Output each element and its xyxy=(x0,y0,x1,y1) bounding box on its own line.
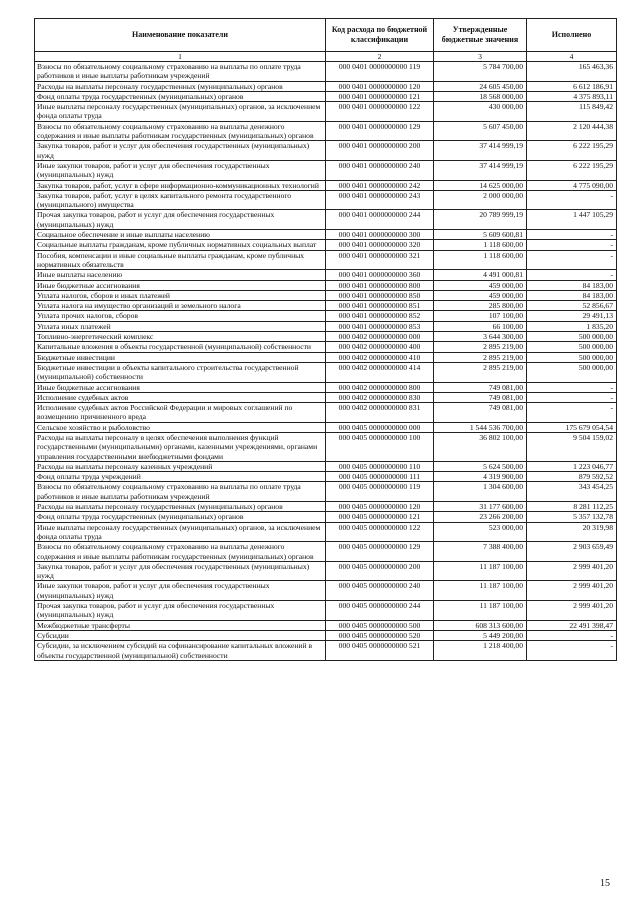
row-name: Расходы на выплаты персоналу государственных (муниципальных) органов xyxy=(35,81,326,91)
table-row xyxy=(35,250,617,270)
table-row xyxy=(35,332,617,342)
row-executed: 2 999 401,20 xyxy=(527,561,617,581)
row-executed: 2 999 401,20 xyxy=(527,601,617,621)
row-executed: - xyxy=(527,250,617,270)
header-name: Наименование показатели xyxy=(35,19,326,52)
row-code: 000 0405 0000000000 200 xyxy=(326,561,434,581)
row-code: 000 0401 0000000000 851 xyxy=(326,301,434,311)
row-name: Прочая закупка товаров, работ и услуг для обеспечения государственных (муниципальных) нужд xyxy=(35,601,326,621)
row-executed: - xyxy=(527,230,617,240)
row-executed: 29 491,13 xyxy=(527,311,617,321)
row-approved: 5 607 450,00 xyxy=(434,121,527,141)
table-row xyxy=(35,342,617,352)
row-name: Взносы по обязательному социальному страхованию на выплаты денежного содержания и иные выплаты работникам государственных (муниципальных) органов xyxy=(35,121,326,141)
row-name: Уплата налога на имущество организаций и земельного налога xyxy=(35,301,326,311)
table-row xyxy=(35,321,617,331)
row-executed: 1 835,20 xyxy=(527,321,617,331)
row-approved: 1 218 400,00 xyxy=(434,641,527,661)
row-code: 000 0405 0000000000 119 xyxy=(326,482,434,502)
table-row xyxy=(35,230,617,240)
row-name: Пособия, компенсации и иные социальные выплаты гражданам, кроме публичных нормативных обязательств xyxy=(35,250,326,270)
row-code: 000 0405 0000000000 122 xyxy=(326,522,434,542)
table-row xyxy=(35,190,617,210)
row-approved: 37 414 999,19 xyxy=(434,141,527,161)
row-executed: 2 903 659,49 xyxy=(527,542,617,562)
row-executed: 4 375 893,11 xyxy=(527,91,617,101)
row-approved: 37 414 999,19 xyxy=(434,160,527,180)
row-code: 000 0402 0000000000 414 xyxy=(326,362,434,382)
row-code: 000 0401 0000000000 120 xyxy=(326,81,434,91)
row-approved: 36 802 100,00 xyxy=(434,432,527,461)
table-row xyxy=(35,240,617,250)
header-executed: Исполнено xyxy=(527,19,617,52)
row-name: Иные закупки товаров, работ и услуг для обеспечения государственных (муниципальных) нужд xyxy=(35,160,326,180)
row-approved: 2 000 000,00 xyxy=(434,190,527,210)
row-executed: 6 222 195,29 xyxy=(527,160,617,180)
row-code: 000 0401 0000000000 800 xyxy=(326,280,434,290)
table-row xyxy=(35,352,617,362)
budget-table-page xyxy=(34,18,616,661)
row-executed: - xyxy=(527,630,617,640)
row-name: Капитальные вложения в объекты государственной (муниципальной) собственности xyxy=(35,342,326,352)
row-approved: 5 449 200,00 xyxy=(434,630,527,640)
row-approved: 4 319 900,00 xyxy=(434,472,527,482)
row-executed: 500 000,00 xyxy=(527,352,617,362)
row-executed: - xyxy=(527,190,617,210)
row-executed: 500 000,00 xyxy=(527,362,617,382)
row-name: Фонд оплаты труда государственных (муниципальных) органов xyxy=(35,512,326,522)
row-executed: 20 319,98 xyxy=(527,522,617,542)
row-approved: 1 118 600,00 xyxy=(434,240,527,250)
row-approved: 608 313 600,00 xyxy=(434,620,527,630)
row-name: Иные бюджетные ассигнования xyxy=(35,280,326,290)
column-number: 3 xyxy=(434,52,527,62)
row-executed: 343 454,25 xyxy=(527,482,617,502)
row-name: Расходы на выплаты персоналу казенных учреждений xyxy=(35,461,326,471)
row-name: Межбюджетные трансферты xyxy=(35,620,326,630)
row-code: 000 0401 0000000000 122 xyxy=(326,102,434,122)
row-name: Закупка товаров, работ и услуг для обеспечения государственных (муниципальных) нужд xyxy=(35,141,326,161)
table-row xyxy=(35,270,617,280)
row-code: 000 0402 0000000000 000 xyxy=(326,332,434,342)
row-code: 000 0405 0000000000 120 xyxy=(326,502,434,512)
row-code: 000 0401 0000000000 240 xyxy=(326,160,434,180)
row-approved: 11 187 100,00 xyxy=(434,581,527,601)
row-executed: 22 491 398,47 xyxy=(527,620,617,630)
row-approved: 1 118 600,00 xyxy=(434,250,527,270)
row-code: 000 0402 0000000000 400 xyxy=(326,342,434,352)
row-executed: 84 183,00 xyxy=(527,290,617,300)
row-executed: 84 183,00 xyxy=(527,280,617,290)
row-approved: 7 388 400,00 xyxy=(434,542,527,562)
row-approved: 2 895 219,00 xyxy=(434,352,527,362)
row-approved: 18 568 000,00 xyxy=(434,91,527,101)
table-row xyxy=(35,392,617,402)
row-executed: - xyxy=(527,382,617,392)
row-name: Взносы по обязательному социальному страхованию на выплаты денежного содержания и иные выплаты работникам государственных (муниципальных) органов xyxy=(35,542,326,562)
row-name: Фонд оплаты труда учреждений xyxy=(35,472,326,482)
row-code: 000 0402 0000000000 830 xyxy=(326,392,434,402)
table-row xyxy=(35,482,617,502)
row-approved: 459 000,00 xyxy=(434,280,527,290)
row-executed: 165 463,36 xyxy=(527,62,617,82)
row-name: Иные выплаты персоналу государственных (муниципальных) органов, за исключением фонда оплаты труда xyxy=(35,102,326,122)
row-approved: 11 187 100,00 xyxy=(434,561,527,581)
row-code: 000 0405 0000000000 121 xyxy=(326,512,434,522)
table-row xyxy=(35,160,617,180)
table-row xyxy=(35,180,617,190)
row-name: Уплата прочих налогов, сборов xyxy=(35,311,326,321)
table-row xyxy=(35,542,617,562)
table-row xyxy=(35,290,617,300)
row-approved: 2 895 219,00 xyxy=(434,342,527,352)
table-row xyxy=(35,81,617,91)
row-approved: 523 000,00 xyxy=(434,522,527,542)
column-number: 4 xyxy=(527,52,617,62)
row-code: 000 0405 0000000000 500 xyxy=(326,620,434,630)
table-row xyxy=(35,141,617,161)
row-name: Уплата налогов, сборов и иных платежей xyxy=(35,290,326,300)
row-executed: 115 849,42 xyxy=(527,102,617,122)
column-number: 1 xyxy=(35,52,326,62)
row-executed: - xyxy=(527,403,617,423)
row-code: 000 0405 0000000000 111 xyxy=(326,472,434,482)
row-approved: 749 081,00 xyxy=(434,403,527,423)
row-code: 000 0401 0000000000 129 xyxy=(326,121,434,141)
row-approved: 1 304 600,00 xyxy=(434,482,527,502)
table-row xyxy=(35,432,617,461)
row-name: Уплата иных платежей xyxy=(35,321,326,331)
row-approved: 66 100,00 xyxy=(434,321,527,331)
table-row xyxy=(35,472,617,482)
row-name: Иные закупки товаров, работ и услуг для обеспечения государственных (муниципальных) нужд xyxy=(35,581,326,601)
table-row xyxy=(35,91,617,101)
row-approved: 5 609 600,81 xyxy=(434,230,527,240)
table-row xyxy=(35,362,617,382)
row-name: Сельское хозяйство и рыболовство xyxy=(35,422,326,432)
table-row xyxy=(35,502,617,512)
row-name: Закупка товаров, работ и услуг для обеспечения государственных (муниципальных) нужд xyxy=(35,561,326,581)
row-executed: 6 612 186,91 xyxy=(527,81,617,91)
row-approved: 749 081,00 xyxy=(434,392,527,402)
table-row xyxy=(35,382,617,392)
row-code: 000 0401 0000000000 852 xyxy=(326,311,434,321)
table-row xyxy=(35,311,617,321)
table-row xyxy=(35,403,617,423)
row-code: 000 0401 0000000000 320 xyxy=(326,240,434,250)
row-code: 000 0401 0000000000 244 xyxy=(326,210,434,230)
page-number: 15 xyxy=(600,878,610,889)
column-number: 2 xyxy=(326,52,434,62)
row-code: 000 0402 0000000000 831 xyxy=(326,403,434,423)
row-approved: 285 800,00 xyxy=(434,301,527,311)
row-name: Исполнение судебных актов xyxy=(35,392,326,402)
row-code: 000 0401 0000000000 360 xyxy=(326,270,434,280)
row-name: Закупка товаров, работ, услуг в целях капитального ремонта государственного (муниципального) имущества xyxy=(35,190,326,210)
row-name: Взносы по обязательному социальному страхованию на выплаты по оплате труда работников и иные выплаты работникам учреждений xyxy=(35,62,326,82)
row-executed: 1 223 046,77 xyxy=(527,461,617,471)
table-row xyxy=(35,512,617,522)
row-executed: 879 592,52 xyxy=(527,472,617,482)
table-row xyxy=(35,422,617,432)
table-row xyxy=(35,601,617,621)
row-code: 000 0401 0000000000 121 xyxy=(326,91,434,101)
row-name: Иные выплаты населению xyxy=(35,270,326,280)
row-code: 000 0405 0000000000 000 xyxy=(326,422,434,432)
row-name: Бюджетные инвестиции в объекты капитального строительства государственной (муниципальной) собственности xyxy=(35,362,326,382)
row-code: 000 0405 0000000000 244 xyxy=(326,601,434,621)
row-code: 000 0401 0000000000 321 xyxy=(326,250,434,270)
row-executed: - xyxy=(527,392,617,402)
row-name: Иные выплаты персоналу государственных (муниципальных) органов, за исключением фонда оплаты труда xyxy=(35,522,326,542)
row-code: 000 0405 0000000000 100 xyxy=(326,432,434,461)
row-approved: 1 544 536 700,00 xyxy=(434,422,527,432)
row-approved: 4 491 000,81 xyxy=(434,270,527,280)
table-body xyxy=(35,62,617,661)
row-code: 000 0402 0000000000 800 xyxy=(326,382,434,392)
row-executed: 8 281 112,25 xyxy=(527,502,617,512)
row-name: Социальное обеспечение и иные выплаты населению xyxy=(35,230,326,240)
column-number-row xyxy=(35,52,617,62)
row-approved: 430 000,00 xyxy=(434,102,527,122)
row-code: 000 0401 0000000000 119 xyxy=(326,62,434,82)
row-executed: 175 679 054,54 xyxy=(527,422,617,432)
row-name: Иные бюджетные ассигнования xyxy=(35,382,326,392)
row-executed: 6 222 195,29 xyxy=(527,141,617,161)
row-approved: 2 895 219,00 xyxy=(434,362,527,382)
table-row xyxy=(35,62,617,82)
table-row xyxy=(35,522,617,542)
table-row xyxy=(35,641,617,661)
row-executed: 1 447 105,29 xyxy=(527,210,617,230)
row-code: 000 0401 0000000000 243 xyxy=(326,190,434,210)
row-name: Субсидии xyxy=(35,630,326,640)
row-executed: 2 999 401,20 xyxy=(527,581,617,601)
budget-execution-table xyxy=(34,18,617,661)
row-name: Прочая закупка товаров, работ и услуг для обеспечения государственных (муниципальных) нужд xyxy=(35,210,326,230)
header-code: Код расхода по бюджетной классификации xyxy=(326,19,434,52)
row-name: Расходы на выплаты персоналу в целях обеспечения выполнения функций государственными (муниципальными) органами, казенными учреждениями, органами управления государственными внебюджетными фондами xyxy=(35,432,326,461)
table-row xyxy=(35,210,617,230)
row-executed: 2 120 444,38 xyxy=(527,121,617,141)
row-approved: 24 605 450,00 xyxy=(434,81,527,91)
row-name: Бюджетные инвестиции xyxy=(35,352,326,362)
row-name: Закупка товаров, работ, услуг в сфере информационно-коммуникационных технологий xyxy=(35,180,326,190)
row-name: Взносы по обязательному социальному страхованию на выплаты по оплате труда работников и иные выплаты работникам учреждений xyxy=(35,482,326,502)
row-code: 000 0405 0000000000 240 xyxy=(326,581,434,601)
row-code: 000 0405 0000000000 521 xyxy=(326,641,434,661)
row-name: Субсидии, за исключением субсидий на софинансирование капитальных вложений в объекты государственной (муниципальной) собственности xyxy=(35,641,326,661)
table-header-row xyxy=(35,19,617,52)
row-code: 000 0401 0000000000 853 xyxy=(326,321,434,331)
row-code: 000 0405 0000000000 520 xyxy=(326,630,434,640)
row-executed: - xyxy=(527,240,617,250)
table-row xyxy=(35,121,617,141)
row-approved: 31 177 600,00 xyxy=(434,502,527,512)
row-approved: 23 266 200,00 xyxy=(434,512,527,522)
table-row xyxy=(35,280,617,290)
row-name: Расходы на выплаты персоналу государственных (муниципальных) органов xyxy=(35,502,326,512)
row-approved: 459 000,00 xyxy=(434,290,527,300)
row-code: 000 0401 0000000000 242 xyxy=(326,180,434,190)
table-row xyxy=(35,620,617,630)
row-approved: 14 625 000,00 xyxy=(434,180,527,190)
row-name: Топливно-энергетический комплекс xyxy=(35,332,326,342)
row-executed: 500 000,00 xyxy=(527,332,617,342)
row-executed: 500 000,00 xyxy=(527,342,617,352)
row-name: Фонд оплаты труда государственных (муниципальных) органов xyxy=(35,91,326,101)
row-executed: 52 856,67 xyxy=(527,301,617,311)
table-row xyxy=(35,461,617,471)
table-row xyxy=(35,561,617,581)
row-approved: 20 789 999,19 xyxy=(434,210,527,230)
row-executed: 4 775 090,00 xyxy=(527,180,617,190)
row-approved: 107 100,00 xyxy=(434,311,527,321)
row-executed: 9 504 159,02 xyxy=(527,432,617,461)
row-code: 000 0401 0000000000 300 xyxy=(326,230,434,240)
row-code: 000 0405 0000000000 129 xyxy=(326,542,434,562)
row-executed: 5 357 132,78 xyxy=(527,512,617,522)
table-row xyxy=(35,301,617,311)
row-name: Социальные выплаты гражданам, кроме публичных нормативных социальных выплат xyxy=(35,240,326,250)
row-approved: 3 644 300,00 xyxy=(434,332,527,342)
row-approved: 11 187 100,00 xyxy=(434,601,527,621)
row-name: Исполнение судебных актов Российской Федерации и мировых соглашений по возмещению причиненного вреда xyxy=(35,403,326,423)
row-code: 000 0401 0000000000 850 xyxy=(326,290,434,300)
row-approved: 5 624 500,00 xyxy=(434,461,527,471)
header-approved: Утвержденные бюджетные значения xyxy=(434,19,527,52)
table-row xyxy=(35,102,617,122)
row-approved: 5 784 700,00 xyxy=(434,62,527,82)
row-code: 000 0405 0000000000 110 xyxy=(326,461,434,471)
row-approved: 749 081,00 xyxy=(434,382,527,392)
row-executed: - xyxy=(527,270,617,280)
row-executed: - xyxy=(527,641,617,661)
table-row xyxy=(35,581,617,601)
row-code: 000 0401 0000000000 200 xyxy=(326,141,434,161)
row-code: 000 0402 0000000000 410 xyxy=(326,352,434,362)
table-row xyxy=(35,630,617,640)
